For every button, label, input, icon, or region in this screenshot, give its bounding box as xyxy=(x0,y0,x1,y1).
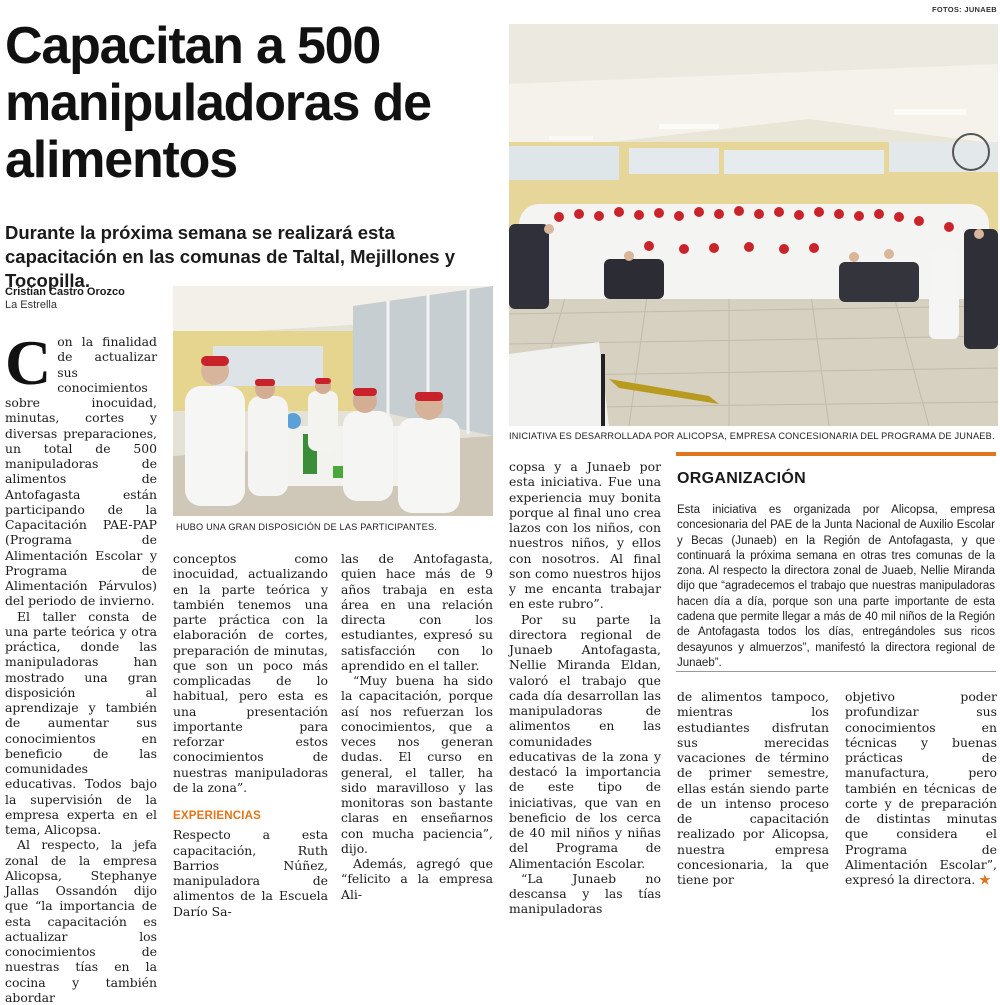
body-column-2 xyxy=(173,551,328,919)
group-photo-illustration xyxy=(509,24,998,426)
organizacion-text: Esta iniciativa es organizada por Alicopsa, empresa concesionaria del PAE de la Junta Nacional de Auxilio Escolar y Becas (Junaeb) en la Región de Antofagasta, y que continuará la próxima semana en otras tres comunas de la zona. Al respecto la directora zonal de Juaeb, Nellie Miranda dijo que “agradecemos el trabajo que nuestras manipuladoras hacen día a día, porque son una parte importante de esta cadena que permite llegar a más de 40 mil niños de la Región de Antofagasta todos los días, entregándoles sus ricos desayunos y almuerzos”, manifestó la directora regional de Junaeb”. xyxy=(677,504,995,669)
section-heading-experiencias: EXPERIENCIAS xyxy=(173,810,262,822)
end-mark-icon: ★ xyxy=(979,872,991,887)
col1-p2: El taller consta de una parte teórica y otra práctica, donde las manipuladoras han mostrado una gran disposición al aprendizaje y también de aumentar sus conocimientos en beneficio de las comunidades educativas. Todos bajo la supervisión de la empresa experta en el tema, Alicopsa. xyxy=(5,608,157,837)
col2-p2: Respecto a esta capacitación, Ruth Barrios Núñez, manipuladora de alimentos de la Escuela Darío Sa- xyxy=(173,827,328,919)
paragraph xyxy=(5,327,157,609)
col4-p2: Por su parte la directora regional de Junaeb Antofagasta, Nellie Miranda Eldan, valoró el trabajo que cada día desarrollan las manipuladoras de alimentos en las comunidades educativas de la zona y destacó la importancia de este tipo de iniciativas, que van en beneficio de los cerca de 40 mil niños y niñas del Programa de Alimentación Escolar. xyxy=(509,611,661,871)
drop-cap: C xyxy=(5,327,52,398)
byline-outlet: La Estrella xyxy=(5,299,57,311)
body-column-4 xyxy=(509,459,661,917)
workshop-photo xyxy=(173,286,493,516)
col4-p1: copsa y a Junaeb por esta iniciativa. Fue una experiencia muy bonita porque al final uno crea lazos con los niños, con nuestros niños, y ellos con nosotros. Al final son como nuestros hijos y me encanta trabajar en este rubro”. xyxy=(509,459,661,612)
paragraph xyxy=(845,689,997,887)
photo-credit: FOTOS: JUNAEB xyxy=(931,5,997,14)
organizacion-rule xyxy=(676,452,996,456)
workshop-photo-illustration xyxy=(173,286,493,516)
col3-p1: las de Antofagasta, quien hace más de 9 años trabaja en esta área en una relación directa con los estudiantes, expresó su satisfacción con lo aprendido en el taller. xyxy=(341,551,493,673)
body-column-3 xyxy=(341,551,493,902)
col4-p3: “La Junaeb no descansa y las tías manipuladoras xyxy=(509,870,661,917)
body-column-6 xyxy=(845,689,997,887)
col1-p3: Al respecto, la jefa zonal de la empresa Alicopsa, Stephanye Jallas Ossandón dijo que “la importancia de esta capacitación es actualizar los conocimientos de nuestras tías en la cocina y también abordar xyxy=(5,837,157,1005)
col1-p1: on la finalidad de actualizar sus conocimientos sobre inocuidad, minutas, cortes y diversas preparaciones, un total de 500 manipuladoras de alimentos de Antofagasta están participando de la Capacitación PAE-PAP (Programa de Alimentación Escolar y Programa de Alimentación Párvulos) del periodo de invierno. xyxy=(5,334,157,609)
col5-p1: de alimentos tampoco, mientras los estudiantes disfrutan sus merecidas vacaciones de término de primer semestre, ellas están siendo parte de un intenso proceso de capacitación realizado por Alicopsa, nuestra empresa concesionaria, la que tiene por xyxy=(677,689,829,887)
group-photo xyxy=(509,24,998,426)
col3-p2: “Muy buena ha sido la capacitación, porque así nos refuerzan los conocimientos, que a veces nos generan dudas. El curso en general, el taller, ha sido maravilloso y las monitoras son bastante claras en enseñarnos con mucha paciencia”, dijo. xyxy=(341,673,493,856)
organizacion-title: ORGANIZACIÓN xyxy=(677,470,806,487)
body-column-5 xyxy=(677,689,829,887)
col3-p3: Además, agregó que “felicito a la empresa Ali- xyxy=(341,856,493,902)
caption-small-photo: HUBO UNA GRAN DISPOSICIÓN DE LAS PARTICIPANTES. xyxy=(176,522,438,532)
col6-p1: objetivo poder profundizar sus conocimientos en técnicas y buenas prácticas de manufactura, pero también en técnicas de corte y de preparación de distintas minutas que considera el Programa de Alimentación Escolar”, expresó la directora. xyxy=(845,689,997,887)
subheadline: Durante la próxima semana se realizará esta capacitación en las comunas de Taltal, Mejillones y Tocopilla. xyxy=(5,222,455,291)
organizacion-divider xyxy=(676,671,996,672)
body-column-1 xyxy=(5,327,157,1005)
byline-author: Cristian Castro Orozco xyxy=(5,286,125,298)
headline: Capacitan a 500 manipuladoras de alimentos xyxy=(5,17,431,189)
col2-p1: conceptos como inocuidad, actualizando en la parte teórica y también tenemos una parte práctica con la elaboración de cortes, preparación de minutas, que son un poco más complicadas de lo habitual, pero esta es una presentación importante para reforzar estos conocimientos de nuestras manipuladoras de la zona”. xyxy=(173,551,328,795)
caption-large-photo: INICIATIVA ES DESARROLLADA POR ALICOPSA, EMPRESA CONCESIONARIA DEL PROGRAMA DE JUNAEB. xyxy=(509,431,995,441)
